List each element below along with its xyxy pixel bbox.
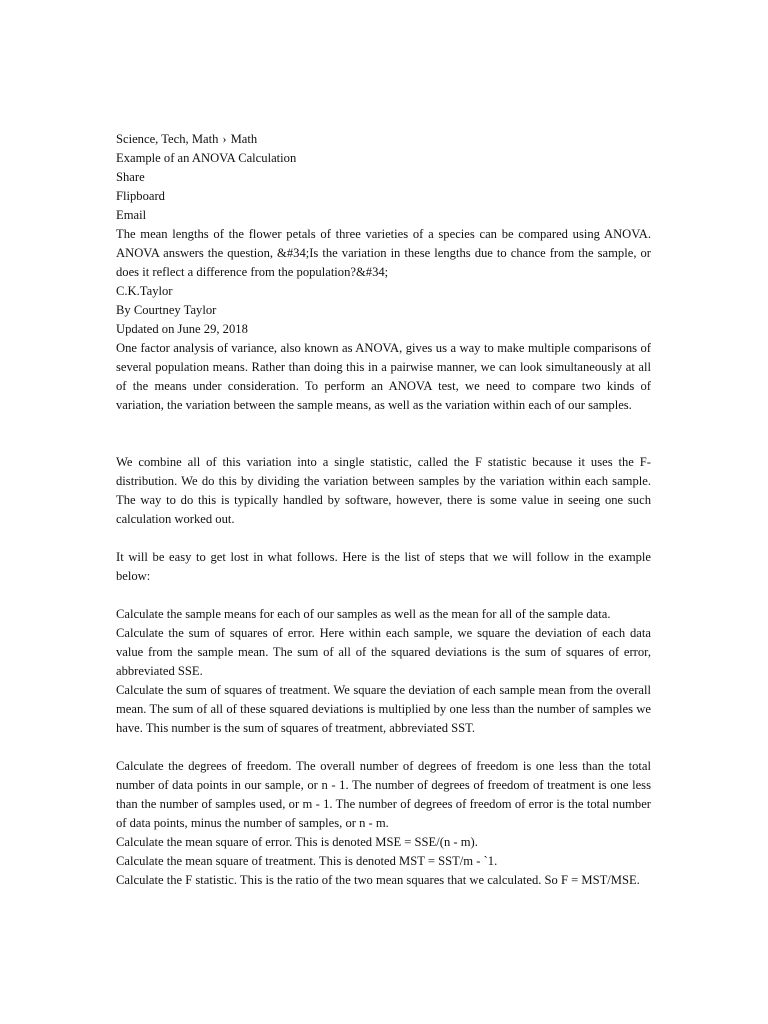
- breadcrumb-section-link[interactable]: Science, Tech, Math: [116, 132, 219, 146]
- article-page: [116, 130, 651, 890]
- page-title: Example of an ANOVA Calculation: [116, 151, 297, 165]
- step-item-f-statistic: Calculate the F statistic. This is the ratio of the two mean squares that we calculated. So F = MST/MSE.: [116, 873, 640, 887]
- share-button[interactable]: Share: [116, 170, 145, 184]
- paragraph-gap: [116, 415, 651, 453]
- paragraph-gap: [116, 529, 651, 548]
- paragraph-gap: [116, 738, 651, 757]
- step-item-degrees-of-freedom: Calculate the degrees of freedom. The overall number of degrees of freedom is one less than the total number of data points in our sample, or n - 1. The number of degrees of freedom of treatment is one less than the number of samples used, or m - 1. The number of degrees of freedom of error is the total number of data points, minus the number of samples, or n - m.: [116, 759, 651, 830]
- body-paragraph-steps-intro: It will be easy to get lost in what follows. Here is the list of steps that we will follow in the example below:: [116, 550, 651, 583]
- breadcrumb-current-link[interactable]: Math: [230, 132, 258, 146]
- step-item-sample-means: Calculate the sample means for each of our samples as well as the mean for all of the sample data.: [116, 607, 611, 621]
- breadcrumb: [116, 130, 651, 149]
- image-caption: The mean lengths of the flower petals of three varieties of a species can be compared using ANOVA. ANOVA answers the question, &#34;Is the variation in these lengths due to chance from the sample, or does it reflect a difference from the population?&#34;: [116, 227, 651, 279]
- body-paragraph-f-statistic: We combine all of this variation into a single statistic, called the F statistic because it uses the F-distribution. We do this by dividing the variation between samples by the variation within each sample. The way to do this is typically handled by software, however, there is some value in seeing one such calculation worked out.: [116, 455, 651, 526]
- updated-date: Updated on June 29, 2018: [116, 322, 248, 336]
- flipboard-share-button[interactable]: Flipboard: [116, 189, 165, 203]
- email-share-button[interactable]: Email: [116, 208, 147, 222]
- step-item-sst: Calculate the sum of squares of treatment. We square the deviation of each sample mean from the overall mean. The sum of all of these squared deviations is multiplied by one less than the number of samples we have. This number is the sum of squares of treatment, abbreviated SST.: [116, 683, 651, 735]
- step-item-mst: Calculate the mean square of treatment. This is denoted MST = SST/m - `1.: [116, 854, 498, 868]
- chevron-right-icon: ›: [222, 132, 227, 146]
- paragraph-gap: [116, 586, 651, 605]
- image-credit: C.K.Taylor: [116, 284, 173, 298]
- step-item-sse: Calculate the sum of squares of error. Here within each sample, we square the deviation of each data value from the sample mean. The sum of all of the squared deviations is the sum of squares of error, abbreviated SSE.: [116, 626, 651, 678]
- byline-author-link[interactable]: By Courtney Taylor: [116, 303, 217, 317]
- body-paragraph-intro: One factor analysis of variance, also known as ANOVA, gives us a way to make multiple comparisons of several population means. Rather than doing this in a pairwise manner, we can look simultaneously at all of the means under consideration. To perform an ANOVA test, we need to compare two kinds of variation, the variation between the sample means, as well as the variation within each of our samples.: [116, 341, 651, 412]
- step-item-mse: Calculate the mean square of error. This is denoted MSE = SSE/(n - m).: [116, 835, 478, 849]
